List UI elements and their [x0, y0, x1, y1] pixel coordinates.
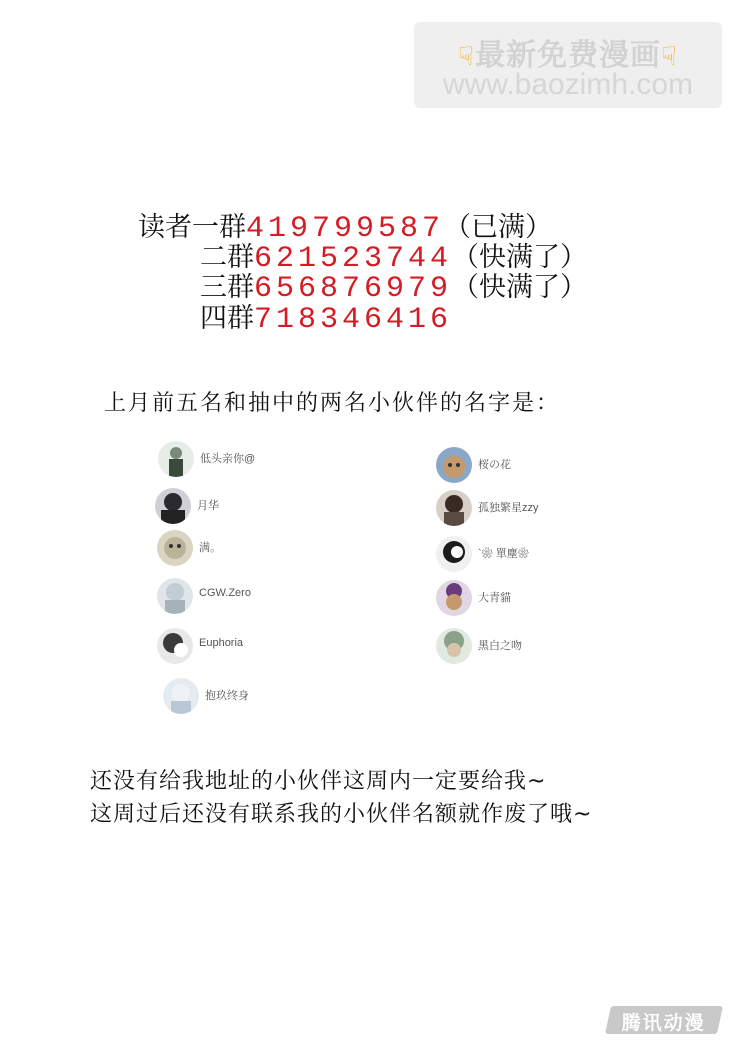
publisher-badge: 腾讯动漫: [605, 1006, 723, 1034]
avatar: [436, 628, 472, 664]
group-number: 621523744: [254, 242, 453, 276]
group-2: 二群621523744（快满了）: [200, 242, 588, 276]
group-4: 四群718346416: [200, 303, 453, 337]
group-number: 718346416: [254, 303, 453, 337]
group-3: 三群656876979（快满了）: [200, 272, 588, 306]
member-name: 孤独繁星zzy: [478, 502, 539, 514]
watermark-url: www.baozimh.com: [442, 68, 694, 101]
avatar: [163, 678, 199, 714]
avatar: [155, 488, 191, 524]
member-name: 抱玖终身: [205, 690, 249, 702]
member-name: 大青貓: [478, 592, 511, 604]
watermark: [414, 22, 722, 108]
member-name: CGW.Zero: [199, 587, 251, 599]
avatar: [436, 536, 472, 572]
member-name: 桜の花: [478, 459, 511, 471]
avatar: [436, 447, 472, 483]
avatar: [158, 441, 194, 477]
member-name: 低头亲你@: [200, 453, 256, 465]
member-name: 满。: [199, 542, 221, 554]
member-name: 黑白之吻: [478, 640, 522, 652]
member-name: `❀ 單塵❀: [478, 548, 529, 560]
group-number: 656876979: [254, 272, 453, 306]
member-name: Euphoria: [199, 637, 244, 649]
avatar: [436, 490, 472, 526]
avatar: [436, 580, 472, 616]
note-line-2: 这周过后还没有联系我的小伙伴名额就作废了哦~: [90, 802, 593, 827]
member-name: 月华: [197, 500, 219, 512]
avatar: [157, 530, 193, 566]
avatar: [157, 628, 193, 664]
headline: 上月前五名和抽中的两名小伙伴的名字是：: [104, 391, 561, 416]
group-number: 419799587: [246, 212, 445, 246]
watermark-line1: ☟最新免费漫画☟: [458, 38, 678, 73]
group-1: 读者一群419799587（已满）: [138, 212, 553, 246]
pointing-hand-down-icon: ☟: [661, 42, 678, 72]
avatar: [157, 578, 193, 614]
pointing-hand-down-icon: ☟: [458, 42, 475, 72]
note-line-1: 还没有给我地址的小伙伴这周内一定要给我~: [90, 769, 547, 794]
